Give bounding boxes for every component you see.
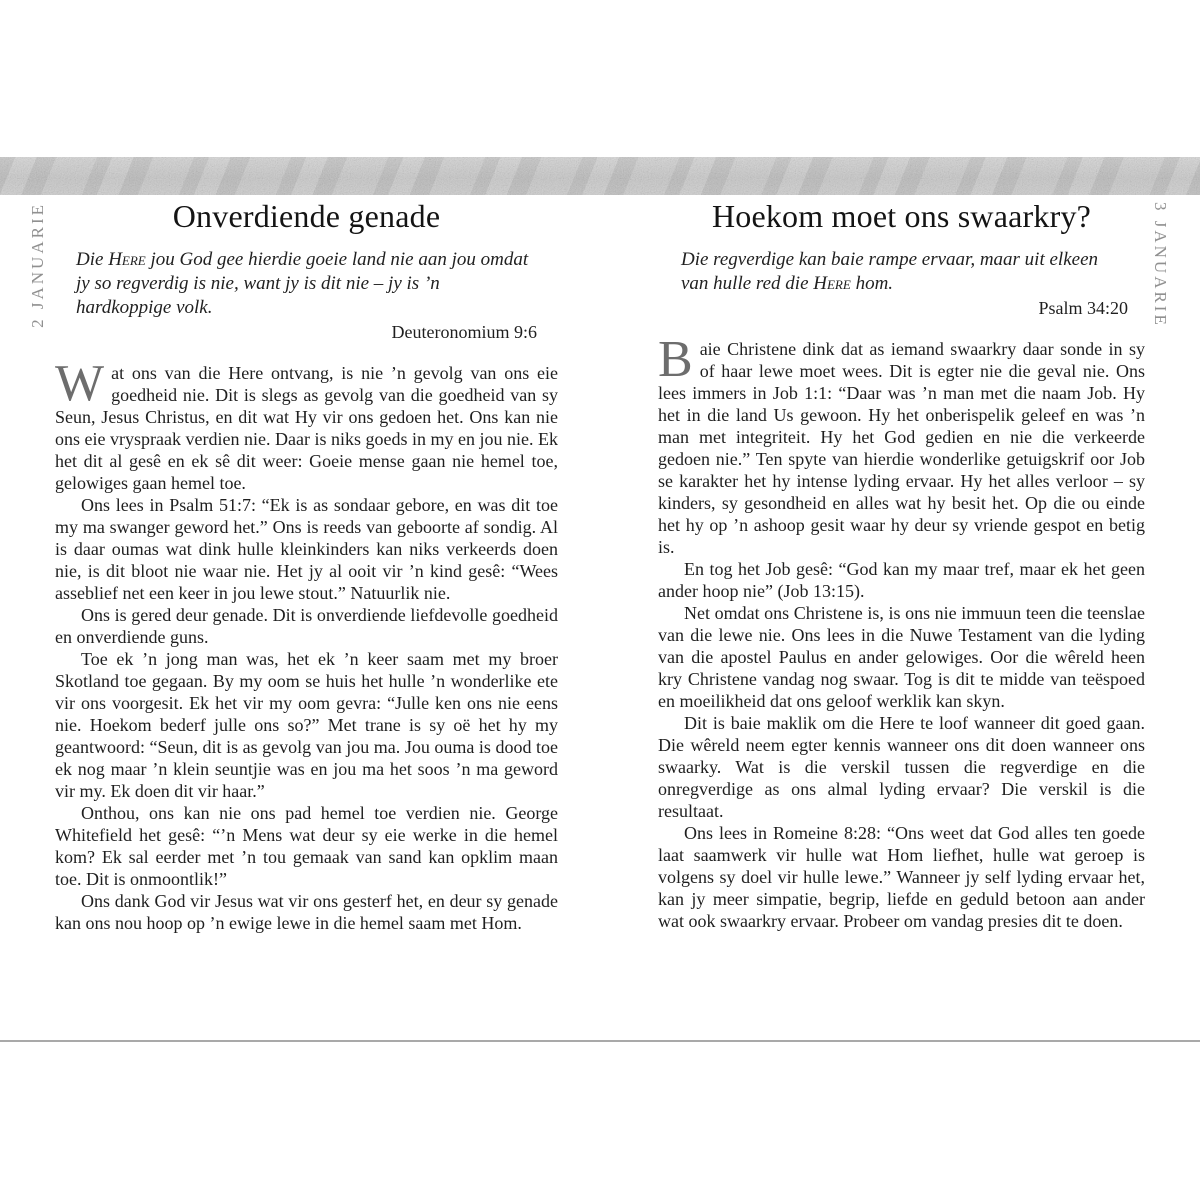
page-edge-rule [0, 1040, 1200, 1042]
quote-text: Die [76, 249, 109, 270]
left-page [55, 198, 558, 934]
body-paragraph [55, 355, 558, 494]
texture-noise-graphic [0, 157, 1200, 195]
devotional-body-right [658, 331, 1145, 932]
quote-text: jou God gee hierdie goeie land nie aan jou omdat jy so regverdig is nie, want jy is dit nie – jy is ’n hardkoppige volk. [76, 249, 529, 318]
lord-smallcaps: Here [813, 273, 851, 294]
scripture-quote-left [76, 248, 537, 320]
right-page [658, 198, 1145, 932]
body-paragraph: Ons lees in Psalm 51:7: “Ek is as sondaar gebore, en was dit toe my ma swanger geword het.” Ons is reeds van geboorte af sondig. Al is daar oumas wat dink hulle kleinkinders kan niks verkeerds doen nie, is dit bloot nie waar nie. Het jy al ooit vir ’n kind gesê: “Wees asseblief net een keer in jou lewe stout.” Natuurlik nie. [55, 495, 558, 603]
scripture-quote-right [681, 248, 1128, 296]
body-paragraph: Toe ek ’n jong man was, het ek ’n keer saam met my broer Skotland toe gegaan. By my oom se huis het hulle ’n wonderlike ete vir ons voorgesit. Ek het vir my oom gevra: “Julle ken ons nie eens nie. Hoekom bederf julle ons so?” Met trane is sy oë het hy my geantwoord: “Seun, dit is as gevolg van jou ma. Jou ouma is dood toe ek nog maar ’n klein seuntjie was en jou ma het soos ’n ma geword vir my. Ek doen dit vir haar.” [55, 649, 558, 801]
body-paragraph: Ons lees in Romeine 8:28: “Ons weet dat God alles ten goede laat saamwerk vir hulle wat Hom liefhet, hulle wat geroep is volgens sy doel vir hulle lewe.” Wanneer jy self lyding ervaar het, kan jy meer simpatie, begrip, liefde en geduld betoon aan ander wat ook swaarkry ervaar. Probeer om vandag presies dit te doen. [658, 823, 1145, 931]
body-paragraph: Ons dank God vir Jesus wat vir ons gesterf het, en deur sy genade kan ons nou hoop op ’n ewige lewe in die hemel saam met Hom. [55, 891, 558, 933]
paragraph-text: aie Christene dink dat as iemand swaarkry daar sonde in sy of haar lewe moet wees. Dit is egter nie die geval nie. Ons lees immers in Job 1:1: “Daar was ’n man met die naam Job. Hy het in die land Us gewoon. Hy het onberispelik geleef en was ’n man met integriteit. Hy het God gedien en nie die verkeerde gedoen nie.” Ten spyte van hierdie wonderlike getuigskrif oor Job se karakter het hy intense lyding ervaar. Hy het alles verloor – sy kinders, sy gesondheid en alles wat hy besit het. Op die ou einde het hy op ’n ashoop gesit waar hy deur sy vriende gespot en betig is. [658, 339, 1145, 557]
dropcap-initial: B [658, 331, 693, 388]
quote-text: Die regverdige kan baie rampe ervaar, maar uit elkeen van hulle red die [681, 249, 1098, 294]
scripture-reference-left: Deuteronomium 9:6 [391, 322, 537, 342]
devotional-title-left: Onverdiende genade [172, 198, 441, 234]
body-paragraph: Ons is gered deur genade. Dit is onverdiende liefdevolle goedheid en onverdiende guns. [55, 605, 558, 647]
body-paragraph: En tog het Job gesê: “God kan my maar tref, maar ek het geen ander hoop nie” (Job 13:15). [658, 559, 1145, 601]
devotional-body-left [55, 355, 558, 934]
day-label-left: 2 JANUARIE [28, 202, 47, 328]
lord-smallcaps: Here [108, 249, 146, 270]
day-label-right: 3 JANUARIE [1151, 202, 1170, 328]
body-paragraph: Net omdat ons Christene is, is ons nie immuun teen die teenslae van die lewe nie. Ons lees in die Nuwe Testament van die lyding van die apostel Paulus en ander gelowiges. Oor die wêreld heen kry Christene vandag nog swaar. Tog is dit te midde van teëspoed en moeilikheid dat ons geloof werklik kan skyn. [658, 603, 1145, 711]
devotional-title-right: Hoekom moet ons swaarkry? [711, 198, 1092, 234]
dropcap-initial: W [55, 355, 105, 412]
body-paragraph: Dit is baie maklik om die Here te loof wanneer dit goed gaan. Die wêreld neem egter kennis wanneer ons dit doen wanneer ons swaarky. Wat is die verskil tussen die regverdige en die onregverdige as ons almal lyding ervaar? Die verskil is die resultaat. [658, 713, 1145, 821]
decorative-texture-band [0, 157, 1200, 195]
paragraph-text: at ons van die Here ontvang, is nie ’n gevolg van ons eie goedheid nie. Dit is slegs as gevolg van die goedheid van sy Seun, Jesus Christus, en dit wat Hy vir ons gedoen het. Ons kan nie ons eie vryspraak verdien nie. Daar is niks goeds in my en jou nie. Ek het dit al gesê en ek sê dit weer: Goeie mense gaan nie hemel toe, gelowiges gaan hemel toe. [55, 363, 558, 493]
body-paragraph [658, 331, 1145, 558]
quote-text: hom. [850, 273, 894, 294]
body-paragraph: Onthou, ons kan nie ons pad hemel toe verdien nie. George Whitefield het gesê: “’n Mens wat deur sy eie werke in die hemel kom? Ek sal eerder met ’n tou gemaak van sand kan opklim maan toe. Dit is onmoontlik!” [55, 803, 558, 889]
scripture-reference-right: Psalm 34:20 [1038, 298, 1128, 318]
